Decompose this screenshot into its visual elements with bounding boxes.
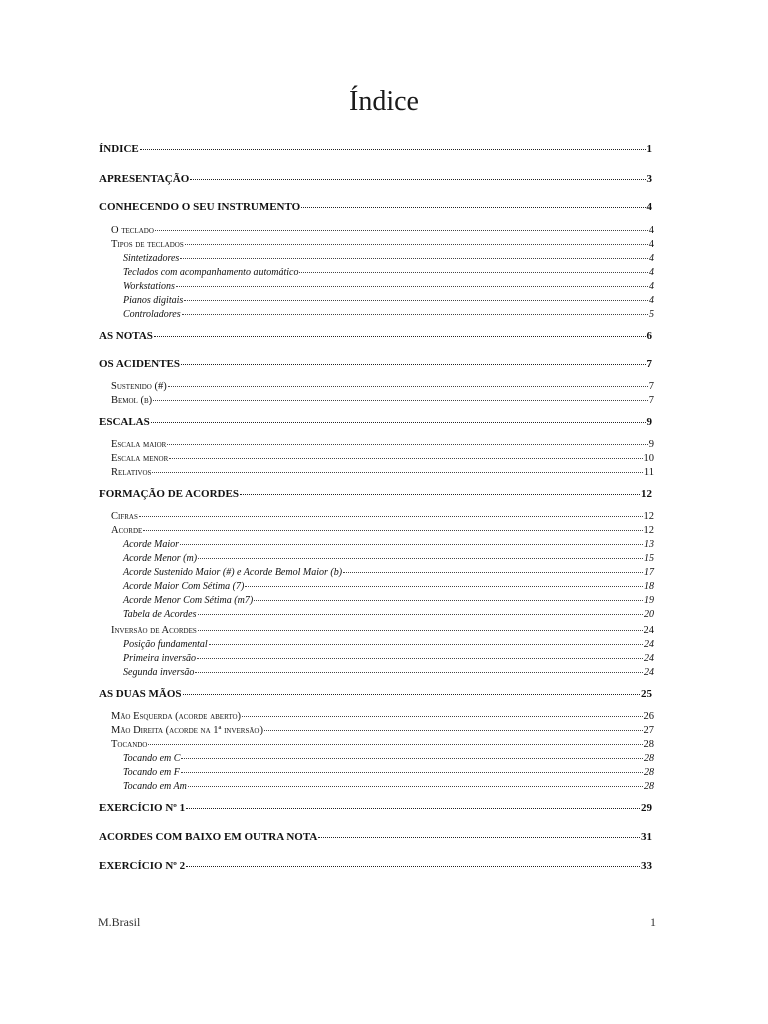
toc-dot-leader xyxy=(198,605,643,615)
toc-dot-leader xyxy=(153,391,648,401)
toc-entry-label: Mão Esquerda (acorde aberto) xyxy=(111,711,242,722)
toc-entry-label: Workstations xyxy=(123,281,175,292)
toc-entry-label: ÍNDICE xyxy=(99,143,139,155)
toc-entry-page-number: 9 xyxy=(646,416,652,428)
toc-dot-leader xyxy=(139,507,643,517)
toc-dot-leader xyxy=(180,249,648,259)
toc-entry-page-number: 20 xyxy=(644,609,654,620)
toc-entry[interactable] xyxy=(99,142,652,156)
toc-entry-page-number: 31 xyxy=(641,831,652,843)
toc-dot-leader xyxy=(182,305,648,315)
toc-entry-page-number: 13 xyxy=(644,539,654,550)
toc-entry-label: Acorde Maior xyxy=(123,539,180,550)
toc-entry-page-number: 11 xyxy=(643,467,654,478)
toc-entry-label: Bemol (b) xyxy=(111,395,153,406)
toc-entry[interactable] xyxy=(99,830,652,844)
toc-entry-page-number: 4 xyxy=(648,239,654,250)
toc-entry[interactable] xyxy=(99,687,652,701)
footer-page-number: 1 xyxy=(650,915,656,929)
toc-dot-leader xyxy=(198,621,643,631)
toc-entry[interactable] xyxy=(99,329,652,343)
toc-dot-leader xyxy=(181,749,643,759)
toc-dot-leader xyxy=(264,721,643,731)
page-title: Índice xyxy=(349,86,419,117)
toc-entry-label: Tipos de teclados xyxy=(111,239,184,250)
toc-dot-leader xyxy=(185,235,648,245)
toc-entry-page-number: 9 xyxy=(648,439,654,450)
toc-entry-label: Tocando em C xyxy=(123,753,181,764)
toc-dot-leader xyxy=(168,377,648,387)
toc-entry-page-number: 17 xyxy=(644,567,654,578)
toc-entry-label: Primeira inversão xyxy=(123,653,197,664)
toc-entry[interactable] xyxy=(123,607,654,622)
toc-dot-leader xyxy=(245,577,643,587)
toc-entry-page-number: 33 xyxy=(641,860,652,872)
toc-dot-leader xyxy=(154,327,646,337)
toc-entry-label: Acorde Sustenido Maior (#) e Acorde Bemol Maior (b) xyxy=(123,567,343,578)
toc-entry-label: Relativos xyxy=(111,467,152,478)
toc-entry[interactable] xyxy=(99,859,652,873)
toc-dot-leader xyxy=(197,649,643,659)
toc-entry[interactable] xyxy=(111,393,654,408)
toc-dot-leader xyxy=(209,635,643,645)
toc-dot-leader xyxy=(155,221,648,231)
toc-entry-label: Tocando em Am xyxy=(123,781,187,792)
toc-dot-leader xyxy=(169,449,642,459)
toc-entry-label: O teclado xyxy=(111,225,154,236)
toc-entry-page-number: 3 xyxy=(646,173,652,185)
toc-dot-leader xyxy=(183,685,640,695)
toc-entry-page-number: 28 xyxy=(643,739,654,750)
toc-dot-leader xyxy=(188,777,643,787)
toc-entry-label: Teclados com acompanhamento automático xyxy=(123,267,299,278)
toc-entry-page-number: 12 xyxy=(643,511,654,522)
toc-entry-label: ESCALAS xyxy=(99,416,150,428)
toc-entry-page-number: 24 xyxy=(644,667,654,678)
toc-entry-page-number: 12 xyxy=(641,488,652,500)
toc-entry-label: Acorde Maior Com Sétima (7) xyxy=(123,581,245,592)
toc-dot-leader xyxy=(140,140,646,150)
toc-entry[interactable] xyxy=(123,307,654,322)
toc-entry-label: Acorde Menor (m) xyxy=(123,553,198,564)
toc-entry-page-number: 4 xyxy=(649,253,654,264)
toc-entry[interactable] xyxy=(99,200,652,214)
toc-entry[interactable] xyxy=(123,665,654,680)
toc-entry-label: APRESENTAÇÃO xyxy=(99,173,190,185)
toc-entry-label: FORMAÇÃO DE ACORDES xyxy=(99,488,239,500)
toc-dot-leader xyxy=(152,463,642,473)
toc-dot-leader xyxy=(301,198,645,208)
toc-entry[interactable] xyxy=(99,487,652,501)
toc-entry[interactable] xyxy=(99,415,652,429)
toc-dot-leader xyxy=(176,277,648,287)
toc-entry[interactable] xyxy=(111,465,654,480)
toc-entry-label: Acorde xyxy=(111,525,143,536)
toc-entry-page-number: 4 xyxy=(648,225,654,236)
toc-entry-label: AS DUAS MÃOS xyxy=(99,688,182,700)
toc-entry-page-number: 7 xyxy=(648,381,654,392)
toc-dot-leader xyxy=(148,735,642,745)
toc-entry-page-number: 7 xyxy=(646,358,652,370)
toc-entry-label: Tabela de Acordes xyxy=(123,609,197,620)
toc-entry-label: OS ACIDENTES xyxy=(99,358,181,370)
toc-entry[interactable] xyxy=(99,172,652,186)
toc-entry-page-number: 7 xyxy=(648,395,654,406)
toc-entry-page-number: 27 xyxy=(643,725,654,736)
toc-dot-leader xyxy=(186,857,640,867)
toc-entry-page-number: 24 xyxy=(644,653,654,664)
toc-entry-page-number: 15 xyxy=(644,553,654,564)
toc-entry-page-number: 4 xyxy=(649,281,654,292)
toc-entry-label: ACORDES COM BAIXO EM OUTRA NOTA xyxy=(99,831,318,843)
toc-entry-page-number: 24 xyxy=(643,625,654,636)
toc-dot-leader xyxy=(181,355,645,365)
toc-entry-label: Acorde Menor Com Sétima (m7) xyxy=(123,595,254,606)
toc-entry-page-number: 1 xyxy=(646,143,652,155)
toc-entry-label: Sustenido (#) xyxy=(111,381,167,392)
toc-entry-label: EXERCÍCIO Nº 1 xyxy=(99,802,186,814)
toc-entry-label: Mão Direita (acorde na 1ª inversão) xyxy=(111,725,263,736)
toc-entry-page-number: 19 xyxy=(644,595,654,606)
toc-entry-page-number: 18 xyxy=(644,581,654,592)
toc-dot-leader xyxy=(186,799,640,809)
toc-entry-label: Inversão de Acordes xyxy=(111,625,197,636)
toc-entry-label: CONHECENDO O SEU INSTRUMENTO xyxy=(99,201,301,213)
toc-dot-leader xyxy=(181,763,643,773)
toc-dot-leader xyxy=(318,828,640,838)
toc-entry[interactable] xyxy=(99,357,652,371)
toc-entry-label: AS NOTAS xyxy=(99,330,153,342)
toc-entry-label: Segunda inversão xyxy=(123,667,195,678)
toc-entry-page-number: 4 xyxy=(649,295,654,306)
toc-dot-leader xyxy=(184,291,648,301)
toc-dot-leader xyxy=(195,663,643,673)
toc-entry-page-number: 28 xyxy=(644,781,654,792)
toc-entry-label: Tocando xyxy=(111,739,148,750)
toc-dot-leader xyxy=(167,435,647,445)
toc-dot-leader xyxy=(198,549,643,559)
toc-entry-page-number: 28 xyxy=(644,767,654,778)
toc-entry-page-number: 4 xyxy=(649,267,654,278)
toc-dot-leader xyxy=(151,413,646,423)
toc-entry-page-number: 26 xyxy=(643,711,654,722)
toc-entry-label: Controladores xyxy=(123,309,181,320)
toc-entry-page-number: 24 xyxy=(644,639,654,650)
toc-dot-leader xyxy=(343,563,643,573)
toc-entry-page-number: 5 xyxy=(649,309,654,320)
toc-dot-leader xyxy=(240,485,640,495)
toc-entry-label: Pianos digitais xyxy=(123,295,184,306)
toc-dot-leader xyxy=(180,535,643,545)
toc-entry-label: Posição fundamental xyxy=(123,639,208,650)
toc-entry-label: Escala menor xyxy=(111,453,169,464)
toc-entry-page-number: 10 xyxy=(643,453,654,464)
toc-dot-leader xyxy=(299,263,648,273)
toc-entry-page-number: 28 xyxy=(644,753,654,764)
toc-entry-page-number: 29 xyxy=(641,802,652,814)
toc-entry-label: EXERCÍCIO Nº 2 xyxy=(99,860,186,872)
toc-dot-leader xyxy=(254,591,643,601)
toc-entry-page-number: 4 xyxy=(646,201,652,213)
toc-entry-page-number: 25 xyxy=(641,688,652,700)
toc-dot-leader xyxy=(143,521,642,531)
toc-entry-label: Sintetizadores xyxy=(123,253,180,264)
toc-entry-label: Cifras xyxy=(111,511,138,522)
toc-entry-label: Escala maior xyxy=(111,439,167,450)
toc-entry-label: Tocando em F xyxy=(123,767,180,778)
toc-entry[interactable] xyxy=(99,801,652,815)
footer-author: M.Brasil xyxy=(98,915,141,929)
toc-entry[interactable] xyxy=(123,779,654,794)
toc-entry-page-number: 12 xyxy=(643,525,654,536)
toc-dot-leader xyxy=(190,170,645,180)
toc-entry-page-number: 6 xyxy=(646,330,652,342)
toc-dot-leader xyxy=(242,707,642,717)
